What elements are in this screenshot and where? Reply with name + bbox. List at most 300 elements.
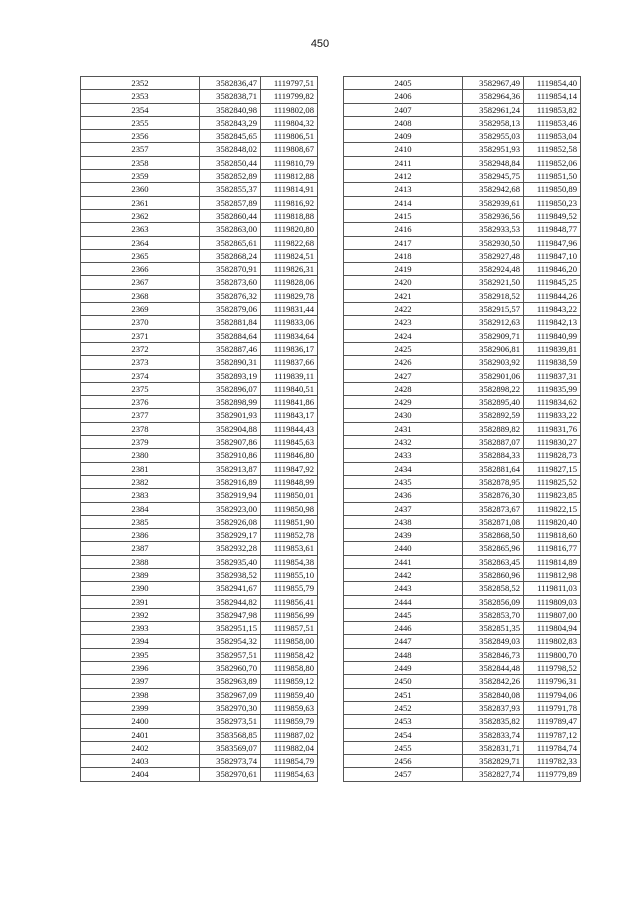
x-coordinate-cell: 3582970,61 (200, 768, 261, 781)
table-row (344, 276, 581, 289)
x-coordinate-cell: 3582893,19 (200, 369, 261, 382)
y-coordinate-cell: 1119849,52 (524, 209, 581, 222)
x-coordinate-cell: 3582865,96 (463, 542, 524, 555)
point-number-cell: 2352 (81, 77, 200, 90)
point-number-cell: 2413 (344, 183, 463, 196)
point-number-cell: 2428 (344, 382, 463, 395)
x-coordinate-cell: 3582932,28 (200, 542, 261, 555)
table-row (344, 342, 581, 355)
point-number-cell: 2410 (344, 143, 463, 156)
table-row (81, 90, 318, 103)
y-coordinate-cell: 1119816,92 (261, 196, 318, 209)
table-row (81, 382, 318, 395)
table-row (81, 170, 318, 183)
x-coordinate-cell: 3582927,48 (463, 249, 524, 262)
y-coordinate-cell: 1119855,10 (261, 568, 318, 581)
y-coordinate-cell: 1119840,99 (524, 329, 581, 342)
point-number-cell: 2421 (344, 289, 463, 302)
x-coordinate-cell: 3582915,57 (463, 303, 524, 316)
table-row (81, 502, 318, 515)
y-coordinate-cell: 1119847,92 (261, 462, 318, 475)
point-number-cell: 2385 (81, 515, 200, 528)
x-coordinate-cell: 3582973,74 (200, 755, 261, 768)
y-coordinate-cell: 1119820,40 (524, 515, 581, 528)
x-coordinate-cell: 3582856,09 (463, 595, 524, 608)
x-coordinate-cell: 3582845,65 (200, 130, 261, 143)
point-number-cell: 2446 (344, 622, 463, 635)
y-coordinate-cell: 1119831,76 (524, 422, 581, 435)
table-row (81, 369, 318, 382)
point-number-cell: 2375 (81, 382, 200, 395)
y-coordinate-cell: 1119822,68 (261, 236, 318, 249)
x-coordinate-cell: 3582898,22 (463, 382, 524, 395)
x-coordinate-cell: 3582935,40 (200, 555, 261, 568)
y-coordinate-cell: 1119856,41 (261, 595, 318, 608)
y-coordinate-cell: 1119844,43 (261, 422, 318, 435)
point-number-cell: 2429 (344, 396, 463, 409)
y-coordinate-cell: 1119816,77 (524, 542, 581, 555)
y-coordinate-cell: 1119839,11 (261, 369, 318, 382)
y-coordinate-cell: 1119810,79 (261, 156, 318, 169)
point-number-cell: 2434 (344, 462, 463, 475)
table-row (81, 449, 318, 462)
table-row (344, 555, 581, 568)
y-coordinate-cell: 1119828,73 (524, 449, 581, 462)
y-coordinate-cell: 1119796,31 (524, 675, 581, 688)
point-number-cell: 2388 (81, 555, 200, 568)
point-number-cell: 2354 (81, 103, 200, 116)
y-coordinate-cell: 1119836,17 (261, 342, 318, 355)
point-number-cell: 2431 (344, 422, 463, 435)
point-number-cell: 2355 (81, 116, 200, 129)
x-coordinate-cell: 3582909,71 (463, 329, 524, 342)
y-coordinate-cell: 1119833,22 (524, 409, 581, 422)
y-coordinate-cell: 1119798,52 (524, 662, 581, 675)
x-coordinate-cell: 3582829,71 (463, 755, 524, 768)
point-number-cell: 2409 (344, 130, 463, 143)
point-number-cell: 2439 (344, 529, 463, 542)
y-coordinate-cell: 1119824,51 (261, 249, 318, 262)
table-row (344, 662, 581, 675)
point-number-cell: 2400 (81, 715, 200, 728)
table-row (81, 196, 318, 209)
table-row (344, 236, 581, 249)
point-number-cell: 2382 (81, 475, 200, 488)
point-number-cell: 2392 (81, 608, 200, 621)
table-row (344, 568, 581, 581)
table-row (81, 701, 318, 714)
table-row (344, 715, 581, 728)
y-coordinate-cell: 1119834,62 (524, 396, 581, 409)
point-number-cell: 2379 (81, 436, 200, 449)
y-coordinate-cell: 1119859,12 (261, 675, 318, 688)
x-coordinate-cell: 3582919,94 (200, 489, 261, 502)
x-coordinate-cell: 3582837,93 (463, 701, 524, 714)
x-coordinate-cell: 3582840,98 (200, 103, 261, 116)
point-number-cell: 2405 (344, 77, 463, 90)
x-coordinate-cell: 3582851,35 (463, 622, 524, 635)
table-row (344, 356, 581, 369)
table-row (81, 436, 318, 449)
table-row (344, 116, 581, 129)
x-coordinate-cell: 3582941,67 (200, 582, 261, 595)
x-coordinate-cell: 3582881,64 (463, 462, 524, 475)
x-coordinate-cell: 3582863,00 (200, 223, 261, 236)
table-row (344, 209, 581, 222)
point-number-cell: 2362 (81, 209, 200, 222)
table-row (344, 608, 581, 621)
table-row (81, 741, 318, 754)
y-coordinate-cell: 1119846,20 (524, 263, 581, 276)
table-row (344, 462, 581, 475)
point-number-cell: 2368 (81, 289, 200, 302)
y-coordinate-cell: 1119840,51 (261, 382, 318, 395)
point-number-cell: 2441 (344, 555, 463, 568)
point-number-cell: 2393 (81, 622, 200, 635)
x-coordinate-cell: 3582860,44 (200, 209, 261, 222)
point-number-cell: 2422 (344, 303, 463, 316)
y-coordinate-cell: 1119853,46 (524, 116, 581, 129)
point-number-cell: 2401 (81, 728, 200, 741)
table-row (344, 103, 581, 116)
point-number-cell: 2418 (344, 249, 463, 262)
table-row (81, 223, 318, 236)
table-row (344, 156, 581, 169)
point-number-cell: 2436 (344, 489, 463, 502)
table-row (344, 741, 581, 754)
point-number-cell: 2452 (344, 701, 463, 714)
point-number-cell: 2370 (81, 316, 200, 329)
point-number-cell: 2377 (81, 409, 200, 422)
point-number-cell: 2455 (344, 741, 463, 754)
y-coordinate-cell: 1119850,23 (524, 196, 581, 209)
point-number-cell: 2419 (344, 263, 463, 276)
x-coordinate-cell: 3582848,02 (200, 143, 261, 156)
table-row (344, 170, 581, 183)
y-coordinate-cell: 1119843,22 (524, 303, 581, 316)
point-number-cell: 2411 (344, 156, 463, 169)
x-coordinate-cell: 3582876,32 (200, 289, 261, 302)
x-coordinate-cell: 3582958,13 (463, 116, 524, 129)
y-coordinate-cell: 1119854,14 (524, 90, 581, 103)
y-coordinate-cell: 1119854,63 (261, 768, 318, 781)
point-number-cell: 2456 (344, 755, 463, 768)
point-number-cell: 2397 (81, 675, 200, 688)
y-coordinate-cell: 1119858,80 (261, 662, 318, 675)
point-number-cell: 2387 (81, 542, 200, 555)
point-number-cell: 2432 (344, 436, 463, 449)
x-coordinate-cell: 3582876,30 (463, 489, 524, 502)
y-coordinate-cell: 1119859,40 (261, 688, 318, 701)
x-coordinate-cell: 3582857,89 (200, 196, 261, 209)
table-row (344, 382, 581, 395)
x-coordinate-cell: 3582887,46 (200, 342, 261, 355)
table-row (344, 755, 581, 768)
table-row (81, 289, 318, 302)
point-number-cell: 2430 (344, 409, 463, 422)
x-coordinate-cell: 3582948,84 (463, 156, 524, 169)
x-coordinate-cell: 3582967,49 (463, 77, 524, 90)
x-coordinate-cell: 3582835,82 (463, 715, 524, 728)
y-coordinate-cell: 1119787,12 (524, 728, 581, 741)
y-coordinate-cell: 1119842,13 (524, 316, 581, 329)
y-coordinate-cell: 1119834,64 (261, 329, 318, 342)
x-coordinate-cell: 3582933,53 (463, 223, 524, 236)
y-coordinate-cell: 1119806,51 (261, 130, 318, 143)
y-coordinate-cell: 1119809,03 (524, 595, 581, 608)
table-row (344, 542, 581, 555)
table-row (344, 768, 581, 781)
table-row (344, 223, 581, 236)
y-coordinate-cell: 1119804,32 (261, 116, 318, 129)
table-row (344, 648, 581, 661)
y-coordinate-cell: 1119848,77 (524, 223, 581, 236)
table-row (344, 316, 581, 329)
y-coordinate-cell: 1119829,78 (261, 289, 318, 302)
y-coordinate-cell: 1119852,58 (524, 143, 581, 156)
table-row (344, 595, 581, 608)
y-coordinate-cell: 1119807,00 (524, 608, 581, 621)
point-number-cell: 2353 (81, 90, 200, 103)
y-coordinate-cell: 1119791,78 (524, 701, 581, 714)
point-number-cell: 2361 (81, 196, 200, 209)
point-number-cell: 2420 (344, 276, 463, 289)
table-row (81, 236, 318, 249)
x-coordinate-cell: 3582887,07 (463, 436, 524, 449)
x-coordinate-cell: 3582936,56 (463, 209, 524, 222)
x-coordinate-cell: 3582844,48 (463, 662, 524, 675)
point-number-cell: 2423 (344, 316, 463, 329)
x-coordinate-cell: 3582868,24 (200, 249, 261, 262)
table-row (81, 529, 318, 542)
x-coordinate-cell: 3582870,91 (200, 263, 261, 276)
table-row (344, 90, 581, 103)
x-coordinate-cell: 3582961,24 (463, 103, 524, 116)
point-number-cell: 2357 (81, 143, 200, 156)
y-coordinate-cell: 1119814,91 (261, 183, 318, 196)
y-coordinate-cell: 1119800,70 (524, 648, 581, 661)
x-coordinate-cell: 3582881,84 (200, 316, 261, 329)
point-number-cell: 2360 (81, 183, 200, 196)
x-coordinate-cell: 3582846,73 (463, 648, 524, 661)
point-number-cell: 2363 (81, 223, 200, 236)
y-coordinate-cell: 1119856,99 (261, 608, 318, 621)
x-coordinate-cell: 3582898,99 (200, 396, 261, 409)
x-coordinate-cell: 3582923,00 (200, 502, 261, 515)
table-row (344, 502, 581, 515)
x-coordinate-cell: 3582890,31 (200, 356, 261, 369)
table-row (344, 77, 581, 90)
y-coordinate-cell: 1119837,31 (524, 369, 581, 382)
table-row (81, 568, 318, 581)
point-number-cell: 2403 (81, 755, 200, 768)
x-coordinate-cell: 3582951,15 (200, 622, 261, 635)
x-coordinate-cell: 3582904,88 (200, 422, 261, 435)
point-number-cell: 2454 (344, 728, 463, 741)
x-coordinate-cell: 3582868,50 (463, 529, 524, 542)
x-coordinate-cell: 3582871,08 (463, 515, 524, 528)
table-row (344, 130, 581, 143)
x-coordinate-cell: 3582955,03 (463, 130, 524, 143)
x-coordinate-cell: 3582852,89 (200, 170, 261, 183)
point-number-cell: 2440 (344, 542, 463, 555)
y-coordinate-cell: 1119847,10 (524, 249, 581, 262)
point-number-cell: 2376 (81, 396, 200, 409)
point-number-cell: 2390 (81, 582, 200, 595)
y-coordinate-cell: 1119818,88 (261, 209, 318, 222)
x-coordinate-cell: 3583569,07 (200, 741, 261, 754)
table-row (81, 715, 318, 728)
table-row (344, 329, 581, 342)
table-row (81, 582, 318, 595)
y-coordinate-cell: 1119779,89 (524, 768, 581, 781)
point-number-cell: 2447 (344, 635, 463, 648)
x-coordinate-cell: 3582836,47 (200, 77, 261, 90)
y-coordinate-cell: 1119837,66 (261, 356, 318, 369)
y-coordinate-cell: 1119844,26 (524, 289, 581, 302)
x-coordinate-cell: 3582930,50 (463, 236, 524, 249)
x-coordinate-cell: 3582855,37 (200, 183, 261, 196)
y-coordinate-cell: 1119812,98 (524, 568, 581, 581)
x-coordinate-cell: 3582910,86 (200, 449, 261, 462)
table-row (344, 436, 581, 449)
table-row (81, 595, 318, 608)
x-coordinate-cell: 3582849,03 (463, 635, 524, 648)
y-coordinate-cell: 1119846,80 (261, 449, 318, 462)
point-number-cell: 2398 (81, 688, 200, 701)
table-row (81, 303, 318, 316)
x-coordinate-cell: 3582916,89 (200, 475, 261, 488)
table-row (81, 183, 318, 196)
table-row (81, 356, 318, 369)
x-coordinate-cell: 3582929,17 (200, 529, 261, 542)
point-number-cell: 2451 (344, 688, 463, 701)
y-coordinate-cell: 1119830,27 (524, 436, 581, 449)
table-row (344, 422, 581, 435)
point-number-cell: 2425 (344, 342, 463, 355)
table-row (344, 728, 581, 741)
table-row (81, 422, 318, 435)
y-coordinate-cell: 1119789,47 (524, 715, 581, 728)
point-number-cell: 2407 (344, 103, 463, 116)
point-number-cell: 2438 (344, 515, 463, 528)
y-coordinate-cell: 1119833,06 (261, 316, 318, 329)
point-number-cell: 2444 (344, 595, 463, 608)
y-coordinate-cell: 1119843,17 (261, 409, 318, 422)
table-row (81, 276, 318, 289)
table-row (344, 582, 581, 595)
y-coordinate-cell: 1119859,63 (261, 701, 318, 714)
table-row (81, 515, 318, 528)
x-coordinate-cell: 3582858,52 (463, 582, 524, 595)
y-coordinate-cell: 1119804,94 (524, 622, 581, 635)
point-number-cell: 2424 (344, 329, 463, 342)
y-coordinate-cell: 1119839,81 (524, 342, 581, 355)
x-coordinate-cell: 3582896,07 (200, 382, 261, 395)
point-number-cell: 2389 (81, 568, 200, 581)
table-row (81, 316, 318, 329)
y-coordinate-cell: 1119835,99 (524, 382, 581, 395)
table-row (344, 635, 581, 648)
y-coordinate-cell: 1119841,86 (261, 396, 318, 409)
point-number-cell: 2395 (81, 648, 200, 661)
y-coordinate-cell: 1119811,03 (524, 582, 581, 595)
table-row (344, 196, 581, 209)
y-coordinate-cell: 1119858,00 (261, 635, 318, 648)
x-coordinate-cell: 3582879,06 (200, 303, 261, 316)
y-coordinate-cell: 1119825,52 (524, 475, 581, 488)
y-coordinate-cell: 1119857,51 (261, 622, 318, 635)
point-number-cell: 2448 (344, 648, 463, 661)
y-coordinate-cell: 1119854,38 (261, 555, 318, 568)
y-coordinate-cell: 1119784,74 (524, 741, 581, 754)
y-coordinate-cell: 1119850,89 (524, 183, 581, 196)
point-number-cell: 2371 (81, 329, 200, 342)
table-row (81, 688, 318, 701)
y-coordinate-cell: 1119859,79 (261, 715, 318, 728)
point-number-cell: 2383 (81, 489, 200, 502)
point-number-cell: 2358 (81, 156, 200, 169)
y-coordinate-cell: 1119887,02 (261, 728, 318, 741)
x-coordinate-cell: 3582906,81 (463, 342, 524, 355)
table-row (344, 396, 581, 409)
x-coordinate-cell: 3582907,86 (200, 436, 261, 449)
x-coordinate-cell: 3582960,70 (200, 662, 261, 675)
x-coordinate-cell: 3582884,33 (463, 449, 524, 462)
point-number-cell: 2453 (344, 715, 463, 728)
table-row (344, 409, 581, 422)
x-coordinate-cell: 3582954,32 (200, 635, 261, 648)
y-coordinate-cell: 1119828,06 (261, 276, 318, 289)
x-coordinate-cell: 3582831,71 (463, 741, 524, 754)
point-number-cell: 2412 (344, 170, 463, 183)
table-row (81, 263, 318, 276)
y-coordinate-cell: 1119822,15 (524, 502, 581, 515)
table-row (81, 409, 318, 422)
y-coordinate-cell: 1119855,79 (261, 582, 318, 595)
y-coordinate-cell: 1119827,15 (524, 462, 581, 475)
y-coordinate-cell: 1119831,44 (261, 303, 318, 316)
x-coordinate-cell: 3582838,71 (200, 90, 261, 103)
point-number-cell: 2449 (344, 662, 463, 675)
y-coordinate-cell: 1119853,61 (261, 542, 318, 555)
table-row (81, 662, 318, 675)
table-row (344, 369, 581, 382)
y-coordinate-cell: 1119812,88 (261, 170, 318, 183)
table-row (81, 209, 318, 222)
x-coordinate-cell: 3582963,89 (200, 675, 261, 688)
table-row (81, 130, 318, 143)
x-coordinate-cell: 3582945,75 (463, 170, 524, 183)
x-coordinate-cell: 3582860,96 (463, 568, 524, 581)
point-number-cell: 2415 (344, 209, 463, 222)
y-coordinate-cell: 1119797,51 (261, 77, 318, 90)
x-coordinate-cell: 3582873,67 (463, 502, 524, 515)
point-number-cell: 2386 (81, 529, 200, 542)
x-coordinate-cell: 3582878,95 (463, 475, 524, 488)
y-coordinate-cell: 1119820,80 (261, 223, 318, 236)
table-row (81, 156, 318, 169)
point-number-cell: 2416 (344, 223, 463, 236)
table-row (81, 635, 318, 648)
x-coordinate-cell: 3582843,29 (200, 116, 261, 129)
point-number-cell: 2372 (81, 342, 200, 355)
y-coordinate-cell: 1119858,42 (261, 648, 318, 661)
point-number-cell: 2433 (344, 449, 463, 462)
table-row (81, 143, 318, 156)
table-row (344, 475, 581, 488)
x-coordinate-cell: 3582938,52 (200, 568, 261, 581)
